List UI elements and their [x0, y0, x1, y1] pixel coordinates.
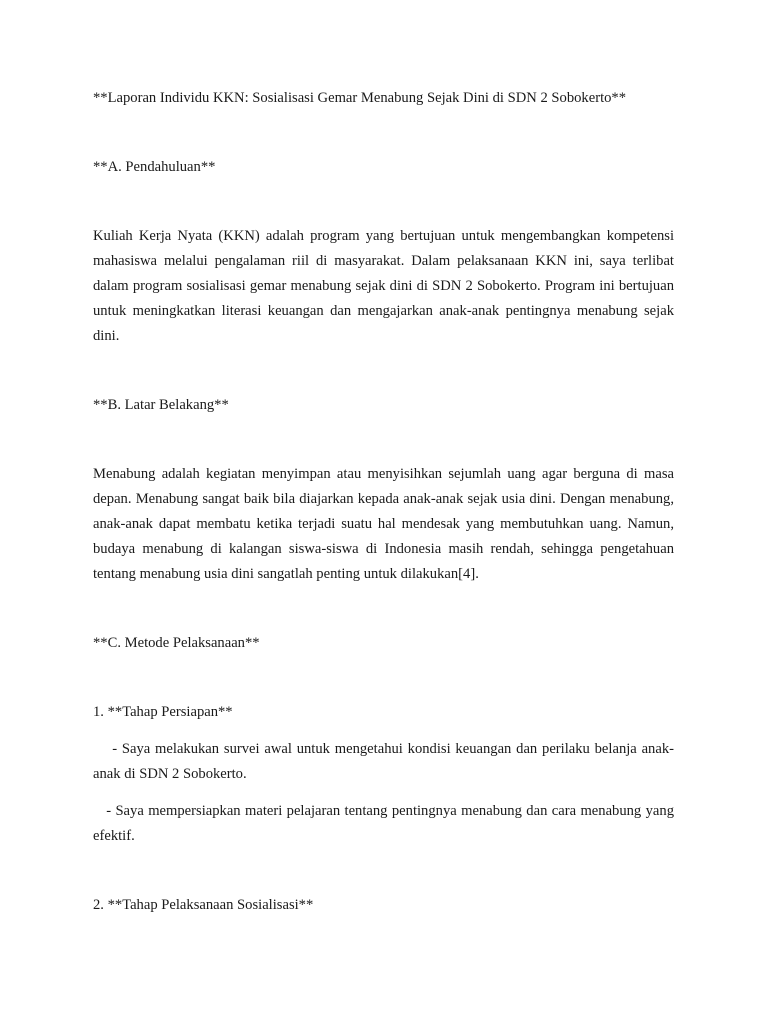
section-b-paragraph: Menabung adalah kegiatan menyimpan atau menyisihkan sejumlah uang agar berguna di masa depan. Menabung sangat baik bila diajarkan kepada anak-anak sejak usia dini. Dengan menabung, anak-anak dapat membatu ketika terjadi suatu hal mendesak yang membutuhkan uang. Namun, budaya menabung di kalangan siswa-siswa di Indonesia masih rendah, sehingga pengetahuan tentang menabung usia dini sangatlah penting untuk dilakukan[4]. — [93, 466, 674, 582]
section-b-heading: **B. Latar Belakang** — [93, 397, 229, 413]
section-a-heading: **A. Pendahuluan** — [93, 159, 216, 175]
step-1-bullet: - Saya melakukan survei awal untuk mengetahui kondisi keuangan dan perilaku belanja anak-anak di SDN 2 Sobokerto. — [93, 741, 674, 782]
step-2-label: 2. **Tahap Pelaksanaan Sosialisasi** — [93, 897, 314, 913]
section-c-heading: **C. Metode Pelaksanaan** — [93, 635, 260, 651]
document-title: **Laporan Individu KKN: Sosialisasi Gemar Menabung Sejak Dini di SDN 2 Sobokerto** — [93, 90, 627, 106]
step-1-bullet: - Saya mempersiapkan materi pelajaran tentang pentingnya menabung dan cara menabung yang efektif. — [93, 803, 678, 844]
step-1-label: 1. **Tahap Persiapan** — [93, 704, 233, 720]
document-body — [93, 86, 678, 918]
section-a-paragraph: Kuliah Kerja Nyata (KKN) adalah program yang bertujuan untuk mengembangkan kompetensi mahasiswa melalui pengalaman riil di masyarakat. Dalam pelaksanaan KKN ini, saya terlibat dalam program sosialisasi gemar menabung sejak dini di SDN 2 Sobokerto. Program ini bertujuan untuk meningkatkan literasi keuangan dan mengajarkan anak-anak pentingnya menabung sejak dini. — [93, 228, 674, 344]
